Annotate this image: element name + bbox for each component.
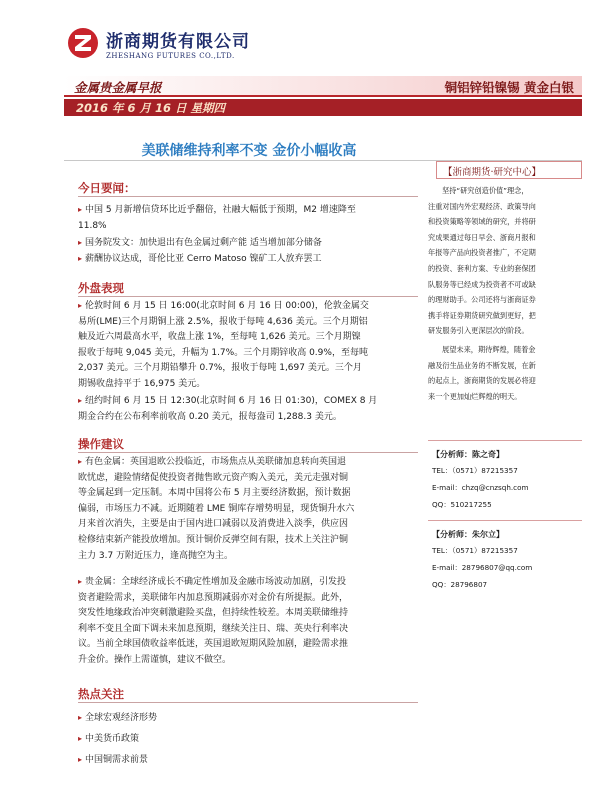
section-divider bbox=[78, 452, 418, 453]
news-item: ▸ 中国 5 月新增信贷环比近乎翻倍，社融大幅低于预期，M2 增速降至 11.8% bbox=[78, 205, 356, 231]
section-divider bbox=[78, 296, 418, 297]
news-item: ▸ 国务院发文：加快退出有色金属过剩产能 适当增加部分储备 bbox=[78, 238, 322, 248]
hot-topic-item: ▸ 中美货币政策 bbox=[78, 734, 140, 744]
bullet-triangle-icon: ▸ bbox=[78, 205, 83, 214]
report-banner bbox=[64, 76, 582, 97]
report-date: 2016 年 6 月 16 日 星期四 bbox=[76, 101, 226, 115]
analyst-tel: TEL：（0571）87215357 bbox=[432, 546, 518, 555]
bullet-triangle-icon: ▸ bbox=[78, 577, 83, 586]
analyst-card-chen bbox=[428, 440, 584, 513]
research-center-title-box bbox=[436, 161, 582, 179]
section-title-today: 今日要闻： bbox=[78, 181, 136, 195]
research-center-title: 【浙商期货·研究中心】 bbox=[443, 167, 542, 178]
analyst-divider bbox=[428, 520, 582, 521]
analyst-name: 【分析师：陈之奇】 bbox=[432, 450, 504, 459]
report-metals: 铜铝锌铅镍锡 黄金白银 bbox=[444, 80, 574, 95]
bullet-triangle-icon: ▸ bbox=[78, 254, 83, 263]
company-name-en: ZHESHANG FUTURES CO.,LTD. bbox=[106, 52, 235, 60]
company-name: 浙商期货有限公司 bbox=[106, 32, 250, 52]
headline: 美联储维持利率不变 金价小幅收高 bbox=[141, 143, 357, 159]
analyst-email: E-mail：chzq@cnzsqh.com bbox=[432, 483, 529, 492]
section-title-advice: 操作建议 bbox=[78, 437, 124, 451]
analyst-qq: QQ：510217255 bbox=[432, 500, 492, 509]
analyst-tel: TEL：（0571）87215357 bbox=[432, 466, 518, 475]
date-banner bbox=[64, 99, 582, 116]
analyst-qq: QQ：28796807 bbox=[432, 580, 488, 589]
section-divider bbox=[78, 702, 418, 703]
overseas-item-lme: ▸ 伦敦时间 6 月 15 日 16:00(北京时间 6 月 16 日 00:00)，伦敦金属交 易所(LME)三个月期铜上涨 2.5%，报收于每吨 4,636 美元。三个月期铝 触及近六周最高水平，收盘上涨 1%，至每吨 1,626 美元。三个月期镍 报收于每吨 9,045 美元，升幅为 1.7%。三个月期锌收高 0.9%，至每吨 2,037 美元。三个月期铅攀升 0.7%，报收于每吨 1,697 美元。三个月 期锡收盘持平于 16,975 美元。 bbox=[78, 301, 369, 389]
analyst-divider bbox=[428, 440, 582, 441]
section-divider bbox=[78, 196, 418, 197]
advice-item-precious-metals: ▸ 贵金属：全球经济成长不确定性增加及金融市场波动加剧，引发投 资者避险需求，美联储年内加息预期减弱亦对金价有所提振。此外， 突发性地缘政治冲突刺激避险买盘，但持续性较差。本周美联储维持 利率不变且全面下调未来加息预期，继续关注日、瑞、英央行利率决 议。当前全球国债收益率低迷，英国退欧短期风险加剧，避险需求推 升金价。操作上需谨慎，建议不做空。 bbox=[78, 577, 349, 665]
advice-item-base-metals: ▸ 有色金属：英国退欧公投临近，市场焦点从美联储加息转向英国退 欧忧虑，避险情绪促使投资者抛售欧元资产购入美元，美元走强对铜 等金属起到一定压制。本周中国将公布 5 月主要经济数据，预计数据 偏弱，市场压力不减。近期随着 LME 铜库存增势明显，现货铜升水六 月来首次消失，主要是由于国内进口减弱以及消费进入淡季，供应因 检修结束新产能投放增加。预计铜价反弹空间有限，技术上关注沪铜 主力 3.7 万附近压力，逢高抛空为主。 bbox=[78, 457, 355, 561]
hot-topic-item: ▸ 中国铜需求前景 bbox=[78, 755, 149, 765]
overseas-item-comex: ▸ 纽约时间 6 月 15 日 12:30(北京时间 6 月 16 日 01:30)，COMEX 8 月 期金合约在公布利率前收高 0.20 美元，报每盎司 1,288.3 美元。 bbox=[78, 396, 378, 422]
bullet-triangle-icon: ▸ bbox=[78, 734, 83, 743]
hot-topic-item: ▸ 全球宏观经济形势 bbox=[78, 713, 158, 723]
news-item: ▸ 薪酬协议达成，哥伦比亚 Cerro Matoso 镍矿工人放弃罢工 bbox=[78, 254, 322, 264]
analyst-name: 【分析师：朱尔立】 bbox=[432, 530, 504, 539]
section-title-overseas: 外盘表现 bbox=[78, 281, 124, 295]
bullet-triangle-icon: ▸ bbox=[78, 755, 83, 764]
section-title-hot: 热点关注 bbox=[78, 687, 124, 701]
analyst-card-zhu bbox=[428, 520, 584, 593]
bullet-triangle-icon: ▸ bbox=[78, 713, 83, 722]
company-logo-icon bbox=[66, 26, 100, 60]
bullet-triangle-icon: ▸ bbox=[78, 238, 83, 247]
bullet-triangle-icon: ▸ bbox=[78, 396, 83, 405]
bullet-triangle-icon: ▸ bbox=[78, 457, 83, 466]
research-center-intro: 坚持“研究创造价值”理念， 注重对国内外宏观经济、政策导向 和投资策略等领域的研究，并将研 究成果通过每日早会、浙商月报和 年报等产品向投资者推广，不定期 的投资、套利方案、专业的套保团 队服务等已经成为投资者不可或缺 的理财助手。公司还将与浙商证券 携手将证券期货研究做到更好，把 研发服务引入更深层次的阶段。 展望未来，期待辉煌，随着金 融及衍生品业务的不断发展，在新 的起点上，浙商期货的发展必将迎 来一个更加灿烂辉煌的明天。 bbox=[428, 186, 536, 401]
bullet-triangle-icon: ▸ bbox=[78, 301, 83, 310]
analyst-email: E-mail：28796807@qq.com bbox=[432, 563, 533, 572]
report-name: 金属贵金属早报 bbox=[74, 80, 162, 95]
